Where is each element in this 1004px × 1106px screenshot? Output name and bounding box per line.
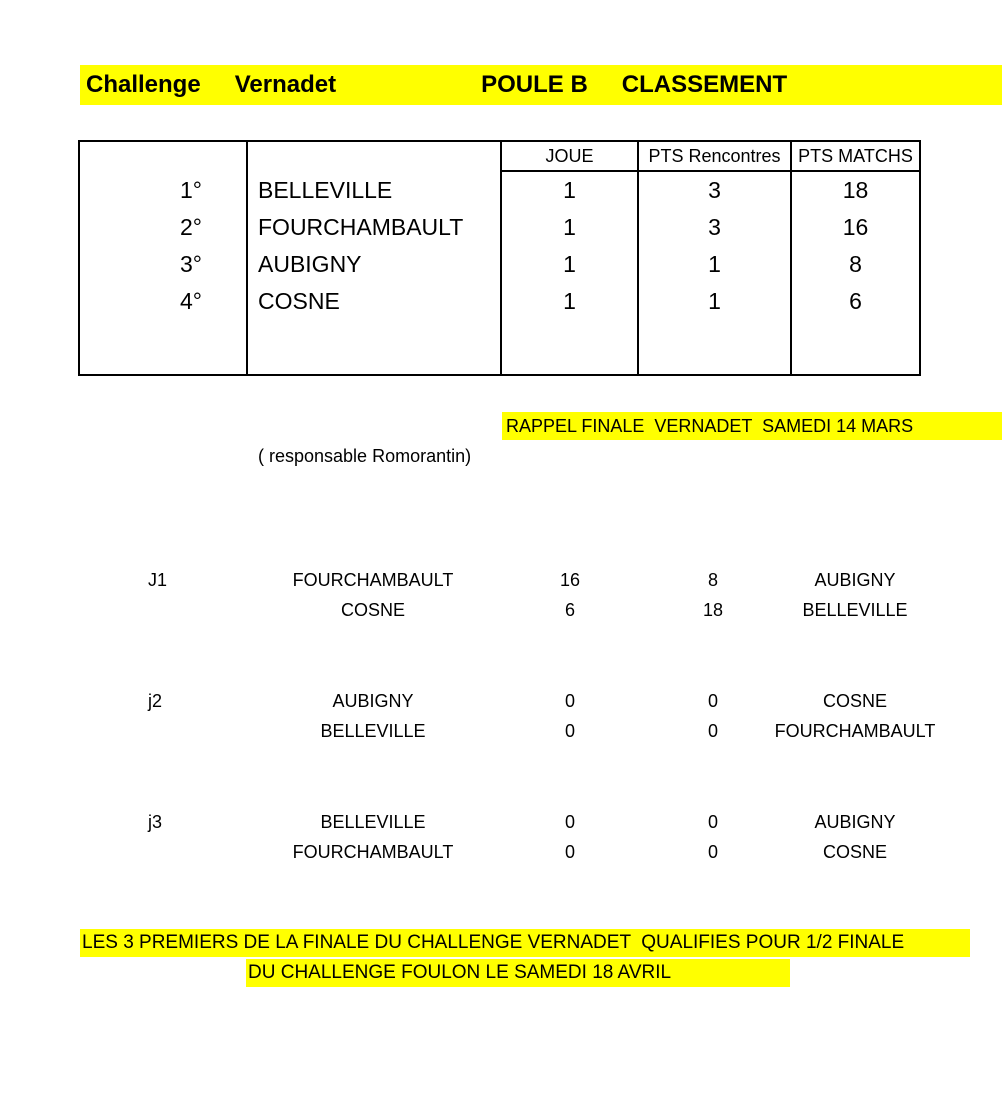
cell-pts-matchs: 6 [791, 283, 920, 320]
header-team [247, 141, 501, 171]
cell-pts-rencontres: 3 [638, 171, 791, 209]
cell-team: FOURCHAMBAULT [247, 209, 501, 246]
match-home-score: 0 [564, 842, 575, 862]
matchday-label: j3 [148, 812, 163, 832]
header-rank [79, 141, 247, 171]
match-away-score: 18 [702, 600, 724, 620]
header-joue: JOUE [501, 141, 638, 171]
match-away-score: 0 [707, 721, 718, 741]
cell-team: BELLEVILLE [247, 171, 501, 209]
match-home-team: FOURCHAMBAULT [292, 570, 454, 590]
matchday-label: J1 [148, 570, 168, 590]
cell-pts-matchs: 8 [791, 246, 920, 283]
cell-rank: 1° [79, 171, 247, 209]
match-away-score: 0 [707, 842, 718, 862]
header-pts-rencontres: PTS Rencontres [638, 141, 791, 171]
match-row [0, 686, 1004, 716]
empty-cell [247, 320, 501, 347]
responsable-note: ( responsable Romorantin) [258, 446, 472, 466]
match-home-score: 0 [564, 721, 575, 741]
standings-header-row [79, 141, 920, 171]
match-home-score: 16 [559, 570, 581, 590]
cell-pts-matchs: 16 [791, 209, 920, 246]
cell-rank: 2° [79, 209, 247, 246]
match-away-score: 0 [707, 812, 718, 832]
cell-team: COSNE [247, 283, 501, 320]
title-challenge: Challenge [86, 71, 201, 98]
rappel-finale-banner: RAPPEL FINALE VERNADET SAMEDI 14 MARS [502, 412, 1002, 440]
title-banner [80, 65, 1002, 105]
table-row [79, 246, 920, 283]
cell-pts-rencontres: 3 [638, 209, 791, 246]
table-row [79, 283, 920, 320]
match-row [0, 837, 1004, 867]
match-home-team: BELLEVILLE [320, 812, 426, 832]
match-home-score: 0 [564, 812, 575, 832]
match-home-team: AUBIGNY [332, 691, 414, 711]
match-away-team: COSNE [822, 691, 887, 711]
cell-joue: 1 [501, 246, 638, 283]
match-home-team: COSNE [340, 600, 405, 620]
cell-rank: 3° [79, 246, 247, 283]
match-home-score: 6 [564, 600, 575, 620]
match-home-team: FOURCHAMBAULT [292, 842, 454, 862]
header-pts-matchs: PTS MATCHS [791, 141, 920, 171]
match-home-team: BELLEVILLE [320, 721, 426, 741]
standings-table [78, 140, 921, 376]
empty-cell [79, 320, 247, 347]
title-classement: CLASSEMENT [621, 71, 788, 98]
match-away-team: AUBIGNY [814, 570, 896, 590]
cell-joue: 1 [501, 209, 638, 246]
match-away-team: COSNE [822, 842, 887, 862]
cell-team: AUBIGNY [247, 246, 501, 283]
title-poule: POULE B [481, 71, 588, 98]
matchday-j1 [0, 565, 1004, 625]
empty-cell [501, 347, 638, 375]
match-home-score: 0 [564, 691, 575, 711]
empty-cell [501, 320, 638, 347]
cell-pts-rencontres: 1 [638, 246, 791, 283]
table-empty-row [79, 320, 920, 347]
empty-cell [791, 320, 920, 347]
match-row [0, 595, 1004, 625]
matchday-j3 [0, 807, 1004, 867]
match-away-score: 8 [707, 570, 718, 590]
footer-qualification-line1: LES 3 PREMIERS DE LA FINALE DU CHALLENGE VERNADET QUALIFIES POUR 1/2 FINALE [80, 929, 970, 957]
table-row [79, 209, 920, 246]
cell-joue: 1 [501, 283, 638, 320]
cell-joue: 1 [501, 171, 638, 209]
empty-cell [79, 347, 247, 375]
match-away-team: FOURCHAMBAULT [774, 721, 936, 741]
cell-rank: 4° [79, 283, 247, 320]
empty-cell [247, 347, 501, 375]
cell-pts-matchs: 18 [791, 171, 920, 209]
match-row [0, 716, 1004, 746]
empty-cell [638, 320, 791, 347]
footer-qualification-line2: DU CHALLENGE FOULON LE SAMEDI 18 AVRIL [246, 959, 790, 987]
table-empty-row [79, 347, 920, 375]
table-row [79, 171, 920, 209]
matchday-j2 [0, 686, 1004, 746]
match-row [0, 807, 1004, 837]
cell-pts-rencontres: 1 [638, 283, 791, 320]
match-row [0, 565, 1004, 595]
match-away-team: BELLEVILLE [802, 600, 908, 620]
empty-cell [791, 347, 920, 375]
matchday-label: j2 [148, 691, 163, 711]
match-away-team: AUBIGNY [814, 812, 896, 832]
match-away-score: 0 [707, 691, 718, 711]
empty-cell [638, 347, 791, 375]
title-vernadet: Vernadet [234, 71, 337, 98]
